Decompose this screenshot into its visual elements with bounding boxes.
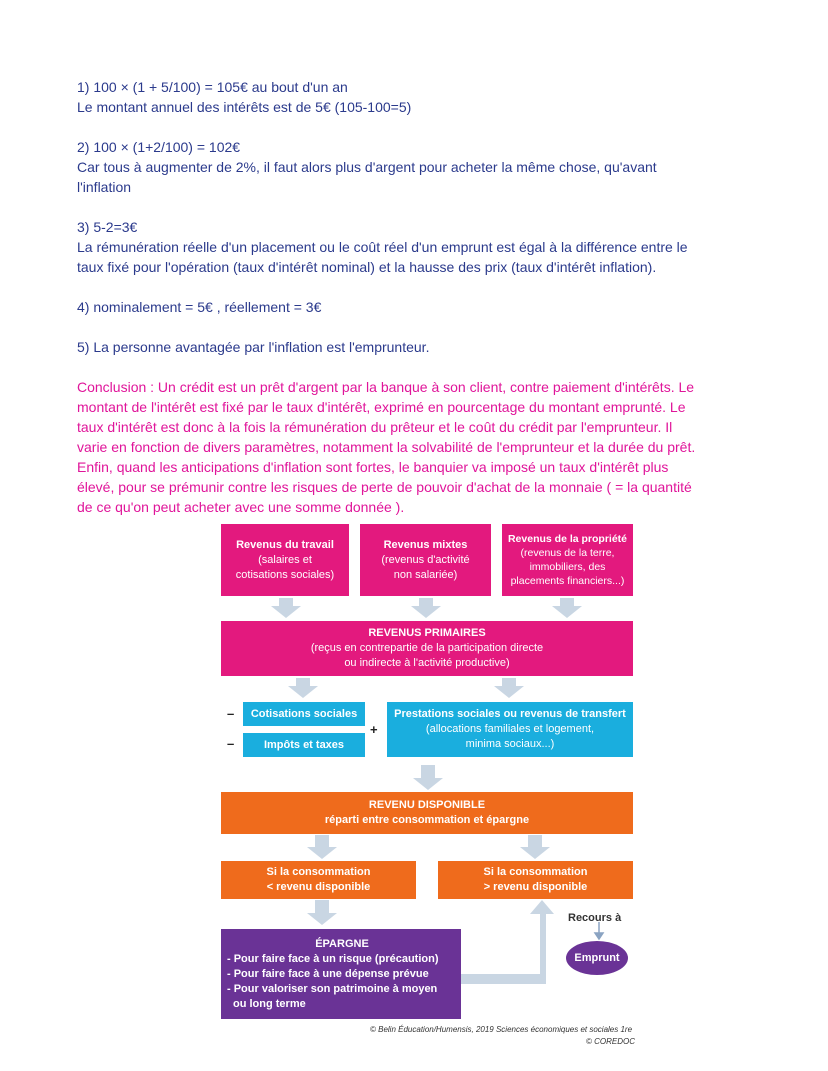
impots-box — [243, 733, 365, 757]
revenus-mixtes-sub: non salariée) — [393, 568, 458, 581]
arrow-down — [271, 598, 301, 618]
answer-2-line-3: l'inflation — [77, 179, 132, 195]
revenus-mixtes-box — [360, 524, 491, 596]
conso-superieure-line: > revenu disponible — [483, 881, 588, 893]
plus-sign: + — [370, 722, 378, 737]
arrow-down — [520, 835, 550, 859]
revenus-mixtes-sub: (revenus d'activité — [381, 553, 470, 566]
conso-superieure-box — [438, 861, 633, 899]
epargne-item: ou long terme — [233, 997, 306, 1010]
conso-inferieure-line: < revenu disponible — [266, 881, 371, 893]
recours-label: Recours à — [568, 912, 622, 924]
arrow-down — [411, 598, 441, 618]
document-text — [77, 77, 757, 517]
revenu-disponible-title: REVENU DISPONIBLE — [368, 799, 486, 811]
revenus-travail-sub: (salaires et — [258, 553, 312, 566]
conclusion-line: taux d'intérêt est donc à la fois la rémunération du prêteur et le coût du crédit par l'emprunteur. Il — [77, 419, 673, 435]
prestations-box — [387, 702, 633, 757]
answer-3-line-3: taux fixé pour l'opération (taux d'intérêt nominal) et la hausse des prix (taux d'intérêt inflation). — [77, 259, 657, 275]
conso-inferieure-line: Si la consommation — [266, 866, 371, 878]
minus-sign: – — [227, 736, 235, 751]
answer-2 — [77, 137, 757, 197]
arrow-down — [307, 900, 337, 925]
answer-5-line-1: 5) La personne avantagée par l'inflation est l'emprunteur. — [77, 339, 430, 355]
conclusion-line: varie en fonction de divers paramètres, notamment la solvabilité de l'emprunteur et la durée du prêt. — [77, 439, 696, 455]
revenus-travail-sub: cotisations sociales) — [235, 568, 335, 581]
answer-3-line-1: 3) 5-2=3€ — [77, 219, 138, 235]
arrow-down — [288, 678, 318, 698]
conso-inferieure-box — [221, 861, 416, 899]
emprunt-label: Emprunt — [574, 952, 620, 964]
revenus-primaires-title: REVENUS PRIMAIRES — [368, 627, 486, 639]
epargne-box — [221, 929, 461, 1019]
epargne-item: - Pour valoriser son patrimoine à moyen — [227, 982, 438, 995]
prestations-title: Prestations sociales ou revenus de transfert — [394, 708, 626, 720]
emprunt-bubble — [566, 941, 628, 975]
arrow-down — [552, 598, 582, 618]
revenus-propriete-sub: (revenus de la terre, — [520, 547, 615, 559]
answer-3 — [77, 217, 757, 277]
conclusion — [77, 377, 757, 517]
answer-3-line-2: La rémunération réelle d'un placement ou le coût réel d'un emprunt est égal à la différence entre le — [77, 239, 688, 255]
recours-arrow-head — [595, 933, 603, 939]
answer-4-line-1: 4) nominalement = 5€ , réellement = 3€ — [77, 299, 322, 315]
revenus-primaires-sub: ou indirecte à l'activité productive) — [344, 657, 510, 669]
revenus-mixtes-title: Revenus mixtes — [383, 538, 468, 551]
conclusion-line: montant de l'intérêt est fixé par le taux d'intérêt, exprimé en pourcentage du montant emprunté. Le — [77, 399, 686, 415]
arrow-down — [494, 678, 524, 698]
prestations-sub: minima sociaux...) — [465, 738, 555, 750]
answer-1-line-2: Le montant annuel des intérêts est de 5€ (105-100=5) — [77, 99, 412, 115]
epargne-item: - Pour faire face à une dépense prévue — [227, 967, 429, 980]
revenus-travail-title: Revenus du travail — [236, 538, 334, 551]
conclusion-line: Conclusion : Un crédit est un prêt d'argent par la banque à son client, contre paiement d'intérêts. Le — [77, 379, 695, 395]
revenus-primaires-sub: (reçus en contrepartie de la participation directe — [310, 642, 544, 654]
copyright-credit: © Belin Éducation/Humensis, 2019 Sciences économiques et sociales 1re — [370, 1025, 633, 1034]
conclusion-line: Enfin, quand les anticipations d'inflation sont fortes, le banquier va imposé un taux d'intérêt plus — [77, 459, 669, 475]
revenus-primaires-box — [221, 621, 633, 676]
answer-1-line-1: 1) 100 × (1 + 5/100) = 105€ au bout d'un an — [77, 79, 348, 95]
revenus-travail-box — [221, 524, 349, 596]
conclusion-line: élevé, pour se prémunir contre les risques de perte de pouvoir d'achat de la monnaie ( = la quantité — [77, 479, 692, 495]
revenus-propriete-sub: immobiliers, des — [529, 561, 606, 573]
answer-5 — [77, 337, 757, 357]
revenus-propriete-sub: placements financiers...) — [510, 575, 625, 587]
minus-sign: – — [227, 706, 235, 721]
income-flow-diagram — [221, 522, 635, 1022]
cotisations-label: Cotisations sociales — [250, 707, 358, 720]
revenus-propriete-box — [502, 524, 633, 596]
copyright-credit: © COREDOC — [586, 1037, 636, 1046]
epargne-item: - Pour faire face à un risque (précaution) — [227, 952, 439, 965]
revenus-propriete-title: Revenus de la propriété — [507, 533, 628, 545]
answer-1 — [77, 77, 757, 117]
prestations-sub: (allocations familiales et logement, — [425, 723, 595, 735]
conso-superieure-line: Si la consommation — [483, 866, 588, 878]
revenu-disponible-sub: réparti entre consommation et épargne — [324, 814, 530, 826]
answer-4 — [77, 297, 757, 317]
arrow-loop — [460, 900, 554, 984]
revenu-disponible-box — [221, 792, 633, 834]
conclusion-line: de ce qu'on peut acheter avec une somme donnée ). — [77, 499, 405, 515]
impots-label: Impôts et taxes — [263, 738, 345, 751]
answer-2-line-2: Car tous à augmenter de 2%, il faut alors plus d'argent pour acheter la même chose, qu'avant — [77, 159, 657, 175]
arrow-down — [307, 835, 337, 859]
cotisations-box — [243, 702, 365, 726]
arrow-down — [413, 765, 443, 790]
epargne-title: ÉPARGNE — [315, 937, 369, 950]
answer-2-line-1: 2) 100 × (1+2/100) = 102€ — [77, 139, 241, 155]
